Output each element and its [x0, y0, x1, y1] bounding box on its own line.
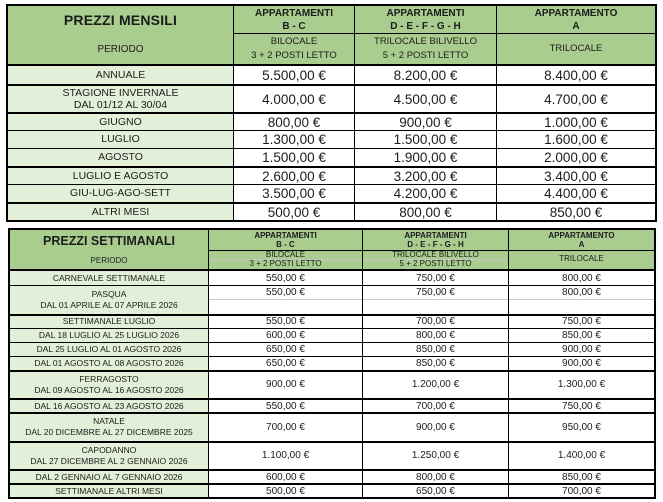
price-cell: 900,00 € [208, 372, 362, 399]
period-line: LUGLIO E AGOSTO [72, 169, 169, 182]
period-line: PASQUA [91, 288, 127, 299]
table-row [10, 441, 654, 470]
price-cell: 750,00 € [362, 271, 508, 285]
price-cell [362, 286, 508, 314]
apartment-group-line: D - E - F - G - H [390, 20, 461, 32]
period-cell [10, 343, 208, 356]
price-cell: 1.100,00 € [208, 443, 362, 470]
period-line: GIUGNO [99, 115, 142, 128]
apartment-column-header [496, 6, 655, 64]
weekly-header-label-cell [10, 230, 208, 269]
table-row [8, 148, 655, 166]
period-cell [10, 286, 208, 314]
apartment-group-line: APPARTAMENTO [548, 230, 615, 240]
weekly-table-rows [10, 271, 654, 497]
table-row [10, 370, 654, 399]
period-cell [8, 66, 233, 84]
price-cell: 850,00 € [508, 471, 654, 483]
price-cell: 5.500,00 € [233, 66, 354, 84]
apartment-group-header [509, 230, 654, 251]
period-cell [8, 204, 233, 220]
apartment-type-header [234, 34, 354, 63]
period-cell [10, 372, 208, 399]
period-line: DAL 01/12 AL 30/04 [73, 99, 168, 111]
price-cell: 1.600,00 € [496, 131, 655, 148]
apartment-group-line: APPARTAMENTI [404, 230, 467, 240]
table-row [10, 483, 654, 497]
price-cell: 650,00 € [362, 485, 508, 497]
price-empty-subcell [209, 300, 362, 313]
price-cell: 1.500,00 € [233, 149, 354, 166]
apartment-type-line: 3 + 2 POSTI LETTO [209, 259, 362, 269]
table-row [8, 184, 655, 202]
period-cell [10, 400, 208, 412]
price-cell [508, 286, 654, 314]
apartment-group-header [363, 230, 508, 251]
price-cell: 850,00 € [362, 357, 508, 370]
period-cell [10, 316, 208, 328]
price-cell: 1.900,00 € [354, 149, 496, 166]
weekly-period-header: PERIODO [90, 256, 128, 265]
price-cell: 8.200,00 € [354, 66, 496, 84]
period-cell [10, 485, 208, 497]
period-cell [10, 471, 208, 483]
table-row [10, 469, 654, 483]
apartment-type-line: 5 + 2 POSTI LETTO [363, 259, 508, 269]
period-line: DAL 01 AGOSTO AL 08 AGOSTO 2026 [34, 357, 184, 368]
monthly-period-header: PERIODO [97, 43, 144, 55]
period-line: ALTRI MESI [91, 205, 150, 218]
apartment-column-header [233, 6, 354, 64]
apartment-column-header [508, 230, 654, 269]
period-cell [8, 86, 233, 112]
weekly-table-title: PREZZI SETTIMANALI [43, 234, 175, 248]
apartment-group-line: APPARTAMENTI [255, 7, 333, 19]
price-cell: 800,00 € [233, 114, 354, 130]
price-cell: 750,00 € [508, 400, 654, 412]
price-cell: 1.250,00 € [362, 443, 508, 470]
price-cell: 4.400,00 € [496, 185, 655, 202]
price-cell: 850,00 € [508, 329, 654, 342]
period-cell [10, 443, 208, 470]
period-cell [10, 271, 208, 285]
monthly-table-rows [8, 66, 655, 220]
price-cell: 2.600,00 € [233, 168, 354, 184]
period-line: CAPODANNO [81, 444, 137, 455]
price-cell: 550,00 € [208, 400, 362, 412]
table-row [10, 342, 654, 356]
apartment-type-line: TRILOCALE BILIVELLO [374, 35, 477, 47]
price-cell: 750,00 € [508, 316, 654, 328]
price-cell: 700,00 € [362, 316, 508, 328]
apartment-type-line: TRILOCALE [559, 254, 604, 264]
price-cell: 850,00 € [362, 343, 508, 356]
period-line: DAL 20 DICEMBRE AL 27 DICEMBRE 2025 [25, 427, 193, 438]
apartment-group-header [355, 6, 496, 34]
price-value: 750,00 € [363, 286, 508, 300]
period-line: LUGLIO [101, 133, 140, 146]
apartment-type-line: TRILOCALE BILIVELLO [392, 249, 479, 259]
period-line: AGOSTO [98, 151, 143, 164]
price-cell: 950,00 € [508, 414, 654, 441]
table-row [10, 398, 654, 412]
apartment-group-line: D - E - F - G - H [407, 240, 464, 249]
price-cell [208, 286, 362, 314]
price-cell: 900,00 € [362, 414, 508, 441]
apartment-type-line: BILOCALE [270, 35, 318, 47]
price-cell: 800,00 € [508, 271, 654, 285]
period-cell [10, 357, 208, 370]
apartment-column-header [208, 230, 362, 269]
price-cell: 700,00 € [208, 414, 362, 441]
period-line: DAL 2 GENNAIO AL 7 GENNAIO 2026 [35, 471, 183, 482]
apartment-group-line: B - C [282, 20, 306, 32]
price-cell: 1.000,00 € [496, 114, 655, 130]
table-row [8, 66, 655, 84]
apartment-type-line: 3 + 2 POSTI LETTO [251, 50, 337, 62]
apartment-group-line: A [572, 20, 580, 32]
apartment-group-header [209, 230, 362, 251]
apartment-group-header [234, 6, 354, 34]
table-row [8, 202, 655, 220]
price-cell: 850,00 € [496, 204, 655, 220]
monthly-table-header [8, 6, 655, 66]
weekly-prices-table [8, 228, 656, 499]
table-row [8, 166, 655, 184]
apartment-type-header [497, 34, 655, 63]
period-line: DAL 16 AGOSTO AL 23 AGOSTO 2026 [34, 400, 184, 411]
period-line: DAL 01 APRILE AL 07 APRILE 2026 [40, 299, 178, 310]
price-cell: 4.000,00 € [233, 86, 354, 112]
apartment-type-line: TRILOCALE [549, 43, 603, 54]
price-cell: 800,00 € [354, 204, 496, 220]
period-line: DAL 25 LUGLIO AL 01 AGOSTO 2026 [36, 343, 182, 354]
apartment-group-line: B - C [276, 240, 295, 249]
period-line: CARNEVALE SETTIMANALE [52, 272, 166, 283]
apartment-group-header [497, 6, 655, 34]
price-cell: 700,00 € [508, 485, 654, 497]
price-cell: 700,00 € [362, 400, 508, 412]
table-row [10, 314, 654, 328]
price-cell: 3.500,00 € [233, 185, 354, 202]
period-line: NATALE [93, 416, 125, 427]
monthly-prices-table [6, 4, 657, 222]
table-row [10, 285, 654, 314]
price-cell: 8.400,00 € [496, 66, 655, 84]
table-row [10, 356, 654, 370]
apartment-type-header [209, 251, 362, 268]
apartment-group-line: A [578, 240, 585, 249]
monthly-table-title: PREZZI MENSILI [63, 12, 178, 28]
table-row [10, 412, 654, 441]
price-value: 550,00 € [209, 286, 362, 300]
price-cell: 1.300,00 € [233, 131, 354, 148]
price-cell: 1.200,00 € [362, 372, 508, 399]
price-cell: 650,00 € [208, 357, 362, 370]
period-line: STAGIONE INVERNALE [62, 86, 179, 99]
price-cell: 2.000,00 € [496, 149, 655, 166]
price-cell: 1.400,00 € [508, 443, 654, 470]
period-cell [8, 149, 233, 166]
price-value: 800,00 € [509, 286, 654, 300]
period-line: DAL 09 AGOSTO AL 16 AGOSTO 2026 [34, 384, 184, 395]
period-line: DAL 27 DICEMBRE AL 2 GENNAIO 2026 [30, 455, 188, 466]
price-cell: 1.500,00 € [354, 131, 496, 148]
apartment-group-line: APPARTAMENTI [254, 230, 317, 240]
period-line: DAL 18 LUGLIO AL 25 LUGLIO 2026 [38, 329, 180, 340]
period-line: ANNUALE [95, 68, 146, 81]
price-cell: 900,00 € [354, 114, 496, 130]
period-cell [10, 329, 208, 342]
price-cell: 800,00 € [362, 329, 508, 342]
price-cell: 800,00 € [362, 471, 508, 483]
price-cell: 4.500,00 € [354, 86, 496, 112]
period-line: SETTIMANALE LUGLIO [62, 316, 156, 326]
price-cell: 3.400,00 € [496, 168, 655, 184]
period-line: SETTIMANALE ALTRI MESI [55, 485, 163, 496]
apartment-type-header [509, 251, 654, 268]
price-cell: 550,00 € [208, 271, 362, 285]
monthly-header-label-cell [8, 6, 233, 64]
price-cell: 500,00 € [233, 204, 354, 220]
apartment-type-header [363, 251, 508, 268]
price-cell: 4.200,00 € [354, 185, 496, 202]
table-row [10, 328, 654, 342]
price-cell: 500,00 € [208, 485, 362, 497]
period-line: FERRAGOSTO [79, 373, 139, 384]
apartment-group-line: APPARTAMENTO [534, 7, 618, 19]
apartment-column-header [362, 230, 508, 269]
apartment-column-header [354, 6, 496, 64]
price-cell: 900,00 € [508, 357, 654, 370]
apartment-type-line: BILOCALE [265, 249, 306, 259]
period-cell [8, 185, 233, 202]
apartment-type-header [355, 34, 496, 63]
price-cell: 550,00 € [208, 316, 362, 328]
price-cell: 650,00 € [208, 343, 362, 356]
table-row [8, 112, 655, 130]
price-empty-subcell [363, 300, 508, 313]
price-cell: 3.200,00 € [354, 168, 496, 184]
period-cell [10, 414, 208, 441]
period-cell [8, 131, 233, 148]
price-cell: 600,00 € [208, 471, 362, 483]
table-row [10, 271, 654, 285]
period-line: GIU-LUG-AGO-SETT [70, 187, 171, 200]
period-cell [8, 168, 233, 184]
apartment-type-line: 5 + 2 POSTI LETTO [382, 50, 469, 62]
price-cell: 900,00 € [508, 343, 654, 356]
period-cell [8, 114, 233, 130]
table-row [8, 84, 655, 112]
apartment-group-line: APPARTAMENTI [386, 7, 465, 19]
weekly-table-header [10, 230, 654, 271]
price-empty-subcell [509, 300, 654, 313]
price-cell: 4.700,00 € [496, 86, 655, 112]
table-row [8, 130, 655, 148]
price-cell: 600,00 € [208, 329, 362, 342]
price-cell: 1.300,00 € [508, 372, 654, 399]
